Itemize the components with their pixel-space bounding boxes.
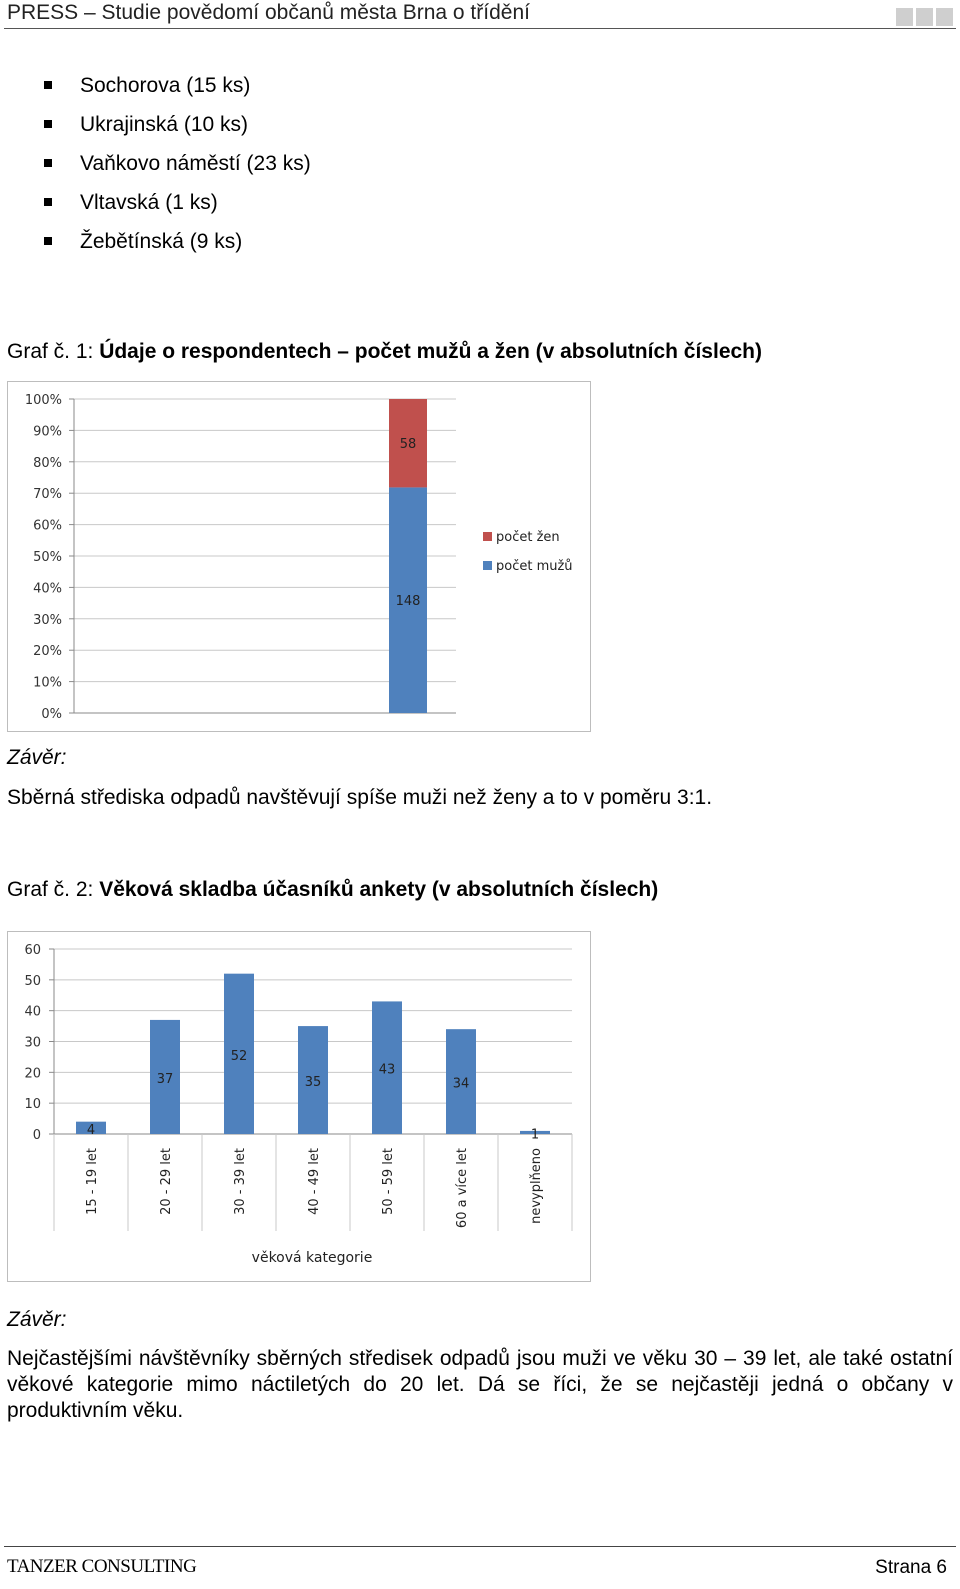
list-item-text: Žebětínská (9 ks) bbox=[80, 230, 243, 253]
chart1-conclusion-text: Sběrná střediska odpadů navštěvují spíše muži než ženy a to v poměru 3:1. bbox=[7, 786, 713, 809]
chart1-y-tick-label: 20% bbox=[33, 644, 62, 660]
list-item bbox=[44, 222, 311, 261]
chart1-y-tick-label: 0% bbox=[41, 707, 62, 722]
chart2-age bbox=[7, 931, 591, 1282]
document-header-title: PRESS – Studie povědomí občanů města Brna o třídění bbox=[7, 1, 530, 24]
chart1-y-tick-label: 90% bbox=[33, 424, 62, 440]
list-item bbox=[44, 183, 311, 222]
chart2-conclusion-text: Nejčastějšími návštěvníky sběrných středisek odpadů jsou muži ve věku 30 – 39 let, ale také ostatní věkové kategorie mimo náctiletých do 20 let. Dá se říci, že se nejčastěji jedná o občany v produktivním věku. bbox=[7, 1347, 953, 1422]
chart1-y-tick-label: 50% bbox=[33, 550, 62, 565]
list-item bbox=[44, 144, 311, 183]
bullet-square-icon bbox=[44, 81, 52, 89]
chart2-x-tick-label: 20 - 29 let bbox=[159, 1148, 174, 1215]
chart2-y-tick-label: 0 bbox=[32, 1128, 41, 1143]
list-item-text: Ukrajinská (10 ks) bbox=[80, 113, 249, 136]
bullet-square-icon bbox=[44, 159, 52, 167]
chart2-data-label: 52 bbox=[230, 1048, 248, 1064]
chart1-y-tick-label: 60% bbox=[33, 518, 62, 534]
chart1-y-tick-label: 40% bbox=[33, 581, 62, 597]
list-item bbox=[44, 105, 311, 144]
chart1-y-tick-label: 30% bbox=[33, 612, 62, 628]
bullet-square-icon bbox=[44, 237, 52, 245]
header-decoration bbox=[896, 8, 953, 26]
chart1-data-label: 58 bbox=[399, 437, 417, 453]
chart1-legend-swatch bbox=[483, 532, 492, 541]
chart2-caption-text: Věková skladba účasníků ankety (v absolutních číslech) bbox=[93, 878, 659, 901]
list-item bbox=[44, 66, 311, 105]
chart2-x-tick-label: 50 - 59 let bbox=[381, 1148, 396, 1215]
chart1-y-tick-label: 10% bbox=[33, 675, 62, 691]
chart1-caption-text: Údaje o respondentech – počet mužů a žen (v absolutních číslech) bbox=[93, 340, 762, 363]
chart2-x-tick-label: nevyplňeno bbox=[529, 1148, 544, 1224]
chart2-y-tick-label: 30 bbox=[24, 1035, 41, 1051]
chart2-data-label: 1 bbox=[530, 1127, 540, 1143]
chart2-y-tick-label: 10 bbox=[24, 1097, 41, 1113]
chart1-gender bbox=[7, 381, 591, 732]
footer-page-number: Strana 6 bbox=[875, 1557, 947, 1578]
chart2-data-label: 43 bbox=[378, 1062, 396, 1078]
chart1-caption-prefix: Graf č. 1: bbox=[7, 340, 94, 363]
chart2-x-tick-label: 60 a více let bbox=[455, 1148, 470, 1229]
list-item-text: Vltavská (1 ks) bbox=[80, 191, 218, 214]
chart2-x-tick-label: 40 - 49 let bbox=[307, 1148, 322, 1215]
chart2-y-tick-label: 40 bbox=[24, 1004, 41, 1020]
chart2-y-tick-label: 60 bbox=[24, 943, 41, 958]
bullet-square-icon bbox=[44, 120, 52, 128]
location-list bbox=[44, 66, 311, 261]
chart1-data-label: 148 bbox=[395, 594, 421, 610]
chart2-x-tick-label: 15 - 19 let bbox=[85, 1148, 100, 1215]
chart1-legend-label: počet mužů bbox=[496, 559, 573, 574]
chart2-data-label: 4 bbox=[86, 1122, 96, 1138]
chart2-data-label: 34 bbox=[452, 1076, 470, 1092]
chart1-conclusion-label: Závěr: bbox=[7, 746, 67, 769]
chart1-legend-label: počet žen bbox=[496, 530, 560, 545]
chart1-caption bbox=[7, 340, 762, 364]
footer-rule bbox=[4, 1546, 956, 1547]
footer-company: TANZER CONSULTING bbox=[7, 1556, 197, 1577]
list-item-text: Vaňkovo náměstí (23 ks) bbox=[80, 152, 311, 175]
header-rule bbox=[4, 28, 956, 29]
chart2-x-axis-label: věková kategorie bbox=[251, 1250, 373, 1266]
chart2-conclusion-label: Závěr: bbox=[7, 1308, 67, 1331]
bullet-square-icon bbox=[44, 198, 52, 206]
chart2-y-tick-label: 50 bbox=[24, 973, 41, 989]
chart2-y-tick-label: 20 bbox=[24, 1066, 41, 1082]
chart2-caption bbox=[7, 878, 658, 902]
list-item-text: Sochorova (15 ks) bbox=[80, 74, 251, 97]
chart1-y-tick-label: 70% bbox=[33, 487, 62, 503]
chart1-y-tick-label: 100% bbox=[24, 393, 62, 408]
chart2-data-label: 37 bbox=[156, 1071, 174, 1087]
chart2-caption-prefix: Graf č. 2: bbox=[7, 878, 94, 901]
chart1-y-tick-label: 80% bbox=[33, 455, 62, 471]
chart2-data-label: 35 bbox=[304, 1075, 322, 1091]
chart1-legend-swatch bbox=[483, 561, 492, 570]
chart2-x-tick-label: 30 - 39 let bbox=[233, 1148, 248, 1215]
